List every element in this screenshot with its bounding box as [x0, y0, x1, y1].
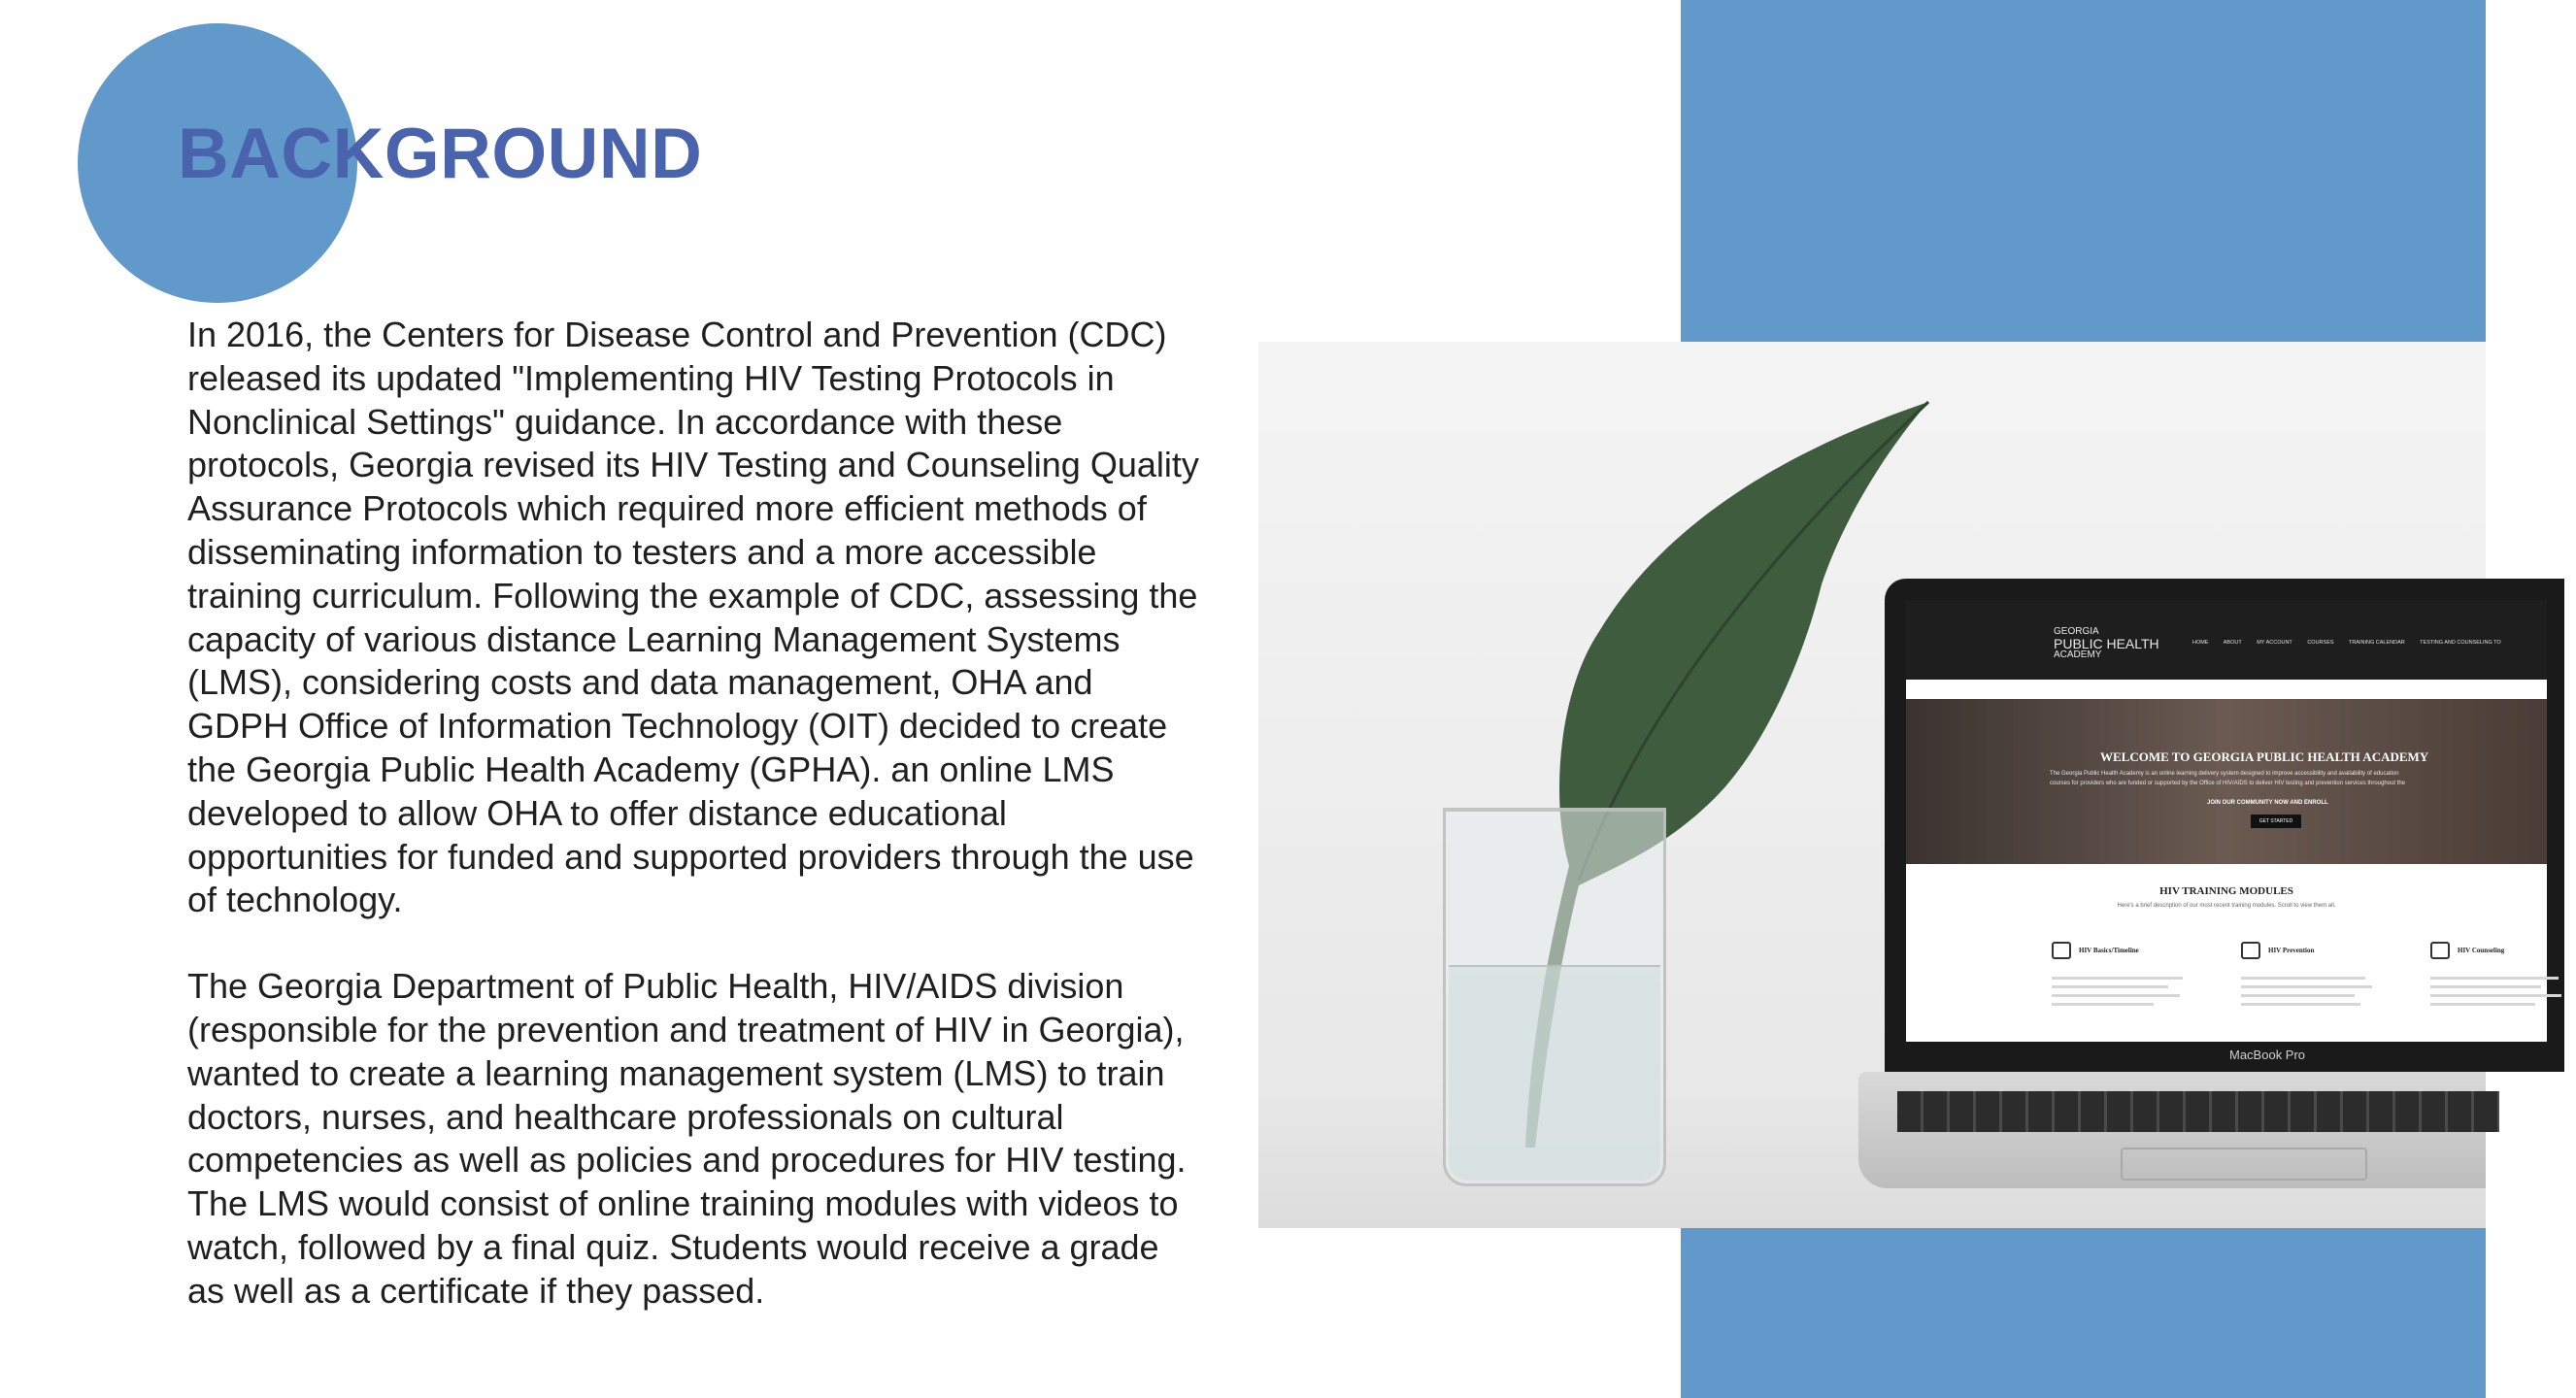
module-name: HIV Prevention [2268, 947, 2315, 954]
site-menu [2192, 640, 2515, 646]
menu-about: ABOUT [2223, 640, 2242, 646]
modules-subtitle: Here's a brief description of our most recent training modules. Scroll to view them all. [2117, 903, 2336, 909]
paragraph-gdph-lms: The Georgia Department of Public Health, HIV/AIDS division (responsible for the prevention and treatment of HIV in Georgia), wanted to create a learning management system (LMS) to train doctors, nurses, and healthcare professionals on cultural competencies as well as policies and procedures for HIV testing. The LMS would consist of online training modules with videos to watch, followed by a final quiz. Students would receive a grade as well as a certificate if they passed. [187, 966, 1187, 1311]
water [1449, 965, 1660, 1181]
water-glass [1443, 808, 1666, 1186]
logo-line-1: GEORGIA [2054, 626, 2099, 637]
site-nav [1906, 600, 2547, 680]
hero-button: GET STARTED [2251, 815, 2301, 828]
module-name: HIV Basics/Timeline [2079, 947, 2139, 954]
hero-subtitle-2: courses for providers who are funded or supported by the Office of HIV/AIDS to deliver HIV testing and prevention services throughout the [2050, 781, 2406, 786]
keyboard [1897, 1091, 2499, 1132]
module-text [2052, 977, 2197, 1006]
module-counseling [2430, 942, 2576, 1012]
hero-subtitle-1: The Georgia Public Health Academy is an online learning delivery system designed to improve accessibility and availability of education [2050, 771, 2399, 777]
laptop-screen [1885, 579, 2564, 1072]
menu-training-calendar: TRAINING CALENDAR [2348, 640, 2405, 646]
module-hands-icon [2241, 942, 2260, 959]
laptop-base [1858, 1072, 2486, 1188]
module-list-icon [2052, 942, 2071, 959]
menu-testing: TESTING AND COUNSELING TO [2420, 640, 2501, 646]
module-text [2430, 977, 2576, 1006]
site-bar [1906, 680, 2547, 699]
menu-home: HOME [2192, 640, 2209, 646]
logo-line-3: ACADEMY [2054, 649, 2102, 660]
module-prevention [2241, 942, 2387, 1012]
trackpad [2121, 1148, 2367, 1181]
module-lightbulb-icon [2430, 942, 2450, 959]
logo-line-2: PUBLIC HEALTH [2054, 636, 2159, 651]
site-logo [2054, 627, 2159, 660]
laptop-label: MacBook Pro [2229, 1048, 2306, 1062]
module-basics [2052, 942, 2197, 1012]
site-hero [1906, 699, 2547, 864]
menu-courses: COURSES [2307, 640, 2334, 646]
menu-my-account: MY ACCOUNT [2257, 640, 2292, 646]
module-name: HIV Counseling [2458, 947, 2505, 954]
modules-title: HIV TRAINING MODULES [2159, 885, 2293, 897]
slide-title: BACKGROUND [178, 115, 703, 193]
hero-title: WELCOME TO GEORGIA PUBLIC HEALTH ACADEMY [2100, 749, 2429, 764]
laptop-plant-photo [1258, 342, 2505, 1228]
paragraph-cdc-background: In 2016, the Centers for Disease Control and Prevention (CDC) released its updated "Implementing HIV Testing Protocols in Nonclinical Settings" guidance. In accordance with these protocols, Georgia revised its HIV Testing and Counseling Quality Assurance Protocols which required more efficient methods of disseminating information to testers and a more accessible training curriculum. Following the example of CDC, assessing the capacity of various distance Learning Management Systems (LMS), considering costs and data management, OHA and GDPH Office of Information Technology (OIT) decided to create the Georgia Public Health Academy (GPHA). an online LMS developed to allow OHA to offer distance educational opportunities for funded and supported providers through the use of technology. [187, 315, 1199, 920]
module-text [2241, 977, 2387, 1006]
hero-join: JOIN OUR COMMUNITY NOW AND ENROLL [2207, 800, 2328, 806]
body-text [187, 314, 1202, 1356]
website-screenshot [1906, 600, 2547, 1042]
